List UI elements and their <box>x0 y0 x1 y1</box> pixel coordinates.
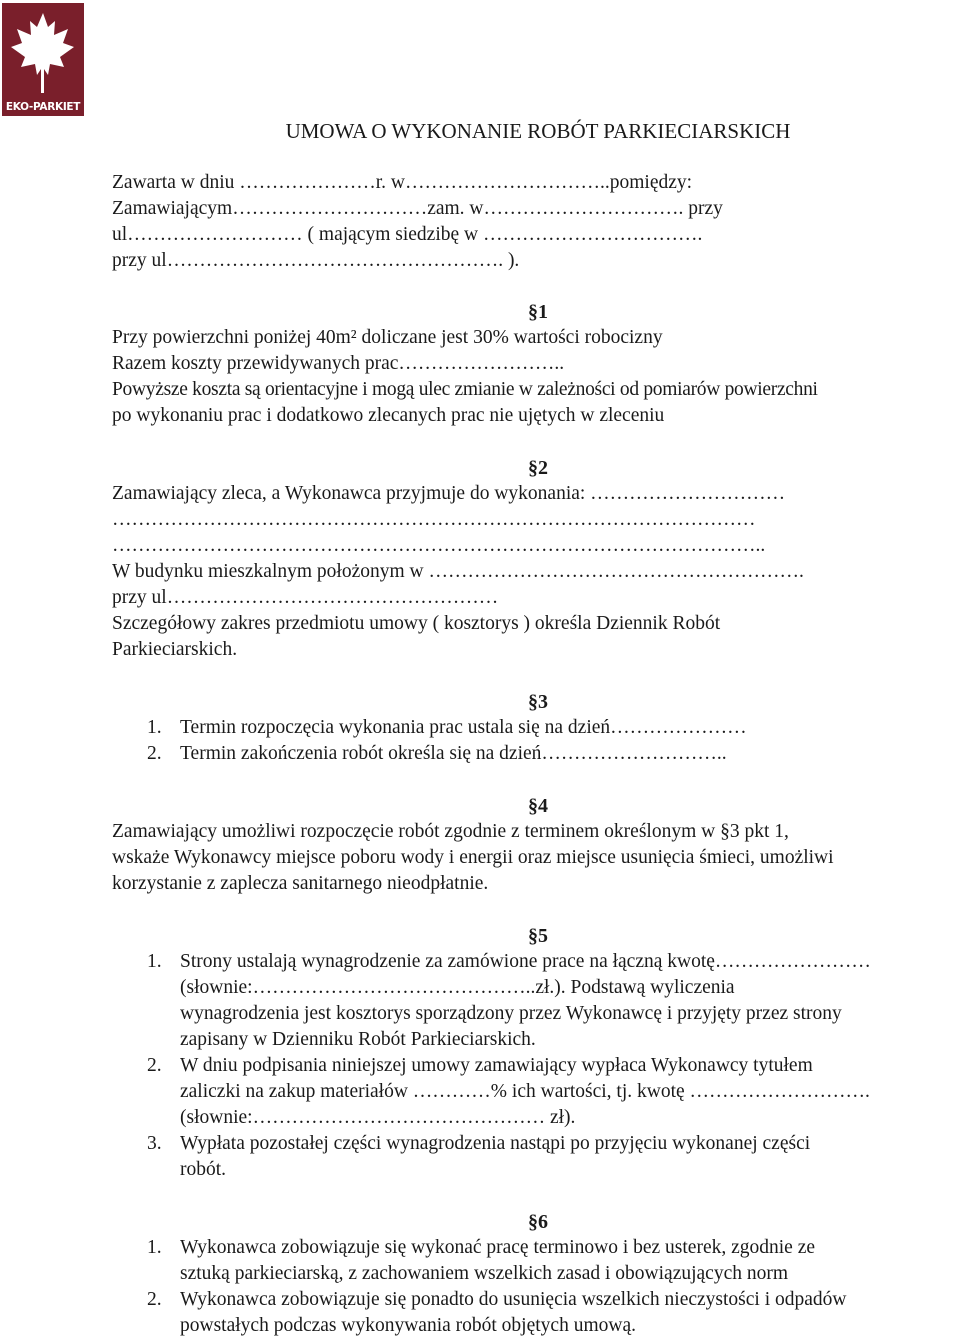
list-number: 2. <box>147 1055 162 1076</box>
list-number: 1. <box>147 717 162 738</box>
section-line: Parkieciarskich. <box>112 639 238 660</box>
list-item-line: wynagrodzenia jest kosztorys sporządzony przez Wykonawcę i przyjęty przez strony <box>180 1003 842 1024</box>
list-number: 2. <box>147 1289 162 1310</box>
list-item-line: zaliczki na zakup materiałów …………% ich wartości, tj. kwotę ………………………. <box>180 1081 870 1102</box>
list-item-line: Strony ustalają wynagrodzenie za zamówione prace na łączną kwotę…………………… <box>180 951 871 972</box>
section-line: Powyższe koszta są orientacyjne i mogą ulec zmianie w zależności od pomiarów powierzchni <box>112 379 818 400</box>
list-item-line: zapisany w Dzienniku Robót Parkieciarskich. <box>180 1029 536 1050</box>
list-item-line: Termin zakończenia robót określa się na dzień……………………….. <box>180 743 727 764</box>
section-heading: §6 <box>528 1211 548 1233</box>
list-item-line: (słownie:……………………………………… zł). <box>180 1107 576 1128</box>
list-item-line: Wykonawca zobowiązuje się ponadto do usunięcia wszelkich nieczystości i odpadów <box>180 1289 847 1310</box>
list-number: 2. <box>147 743 162 764</box>
intro-line: przy ul……………………………………………. ). <box>112 250 520 271</box>
section-line: Zamawiający zleca, a Wykonawca przyjmuje do wykonania: ………………………… <box>112 483 786 504</box>
intro-line: Zamawiającym…………………………zam. w…………………………. przy <box>112 198 723 219</box>
list-item-line: (słownie:……………………………………..zł.). Podstawą wyliczenia <box>180 977 735 998</box>
section-heading: §5 <box>528 925 548 947</box>
company-logo <box>2 3 84 116</box>
section-line: przy ul…………………………………………… <box>112 587 499 608</box>
section-heading: §1 <box>528 301 548 323</box>
list-number: 1. <box>147 951 162 972</box>
section-line: ……………………………………………………………………………………… <box>112 509 756 530</box>
section-line: Zamawiający umożliwi rozpoczęcie robót zgodnie z terminem określonym w §3 pkt 1, <box>112 821 789 842</box>
section-line: Przy powierzchni poniżej 40m² doliczane jest 30% wartości robocizny <box>112 327 663 348</box>
list-item-line: Wypłata pozostałej części wynagrodzenia nastąpi po przyjęciu wykonanej części <box>180 1133 811 1154</box>
section-line: po wykonaniu prac i dodatkowo zlecanych prac nie ujętych w zleceniu <box>112 405 665 426</box>
list-item-line: powstałych podczas wykonywania robót objętych umową. <box>180 1315 636 1336</box>
section-line: wskaże Wykonawcy miejsce poboru wody i energii oraz miejsce usunięcia śmieci, umożliwi <box>112 847 834 868</box>
section-line: Razem koszty przewidywanych prac…………………….. <box>112 353 565 374</box>
section-heading: §4 <box>528 795 548 817</box>
list-item-line: Wykonawca zobowiązuje się wykonać pracę terminowo i bez usterek, zgodnie ze <box>180 1237 816 1258</box>
section-line: korzystanie z zaplecza sanitarnego nieodpłatnie. <box>112 873 489 894</box>
section-heading: §2 <box>528 457 548 479</box>
list-item-line: W dniu podpisania niniejszej umowy zamawiający wypłaca Wykonawcy tytułem <box>180 1055 813 1076</box>
list-number: 3. <box>147 1133 162 1154</box>
list-number: 1. <box>147 1237 162 1258</box>
intro-line: Zawarta w dniu …………………r. w…………………………..pomiędzy: <box>112 172 693 193</box>
section-line: Szczegółowy zakres przedmiotu umowy ( kosztorys ) określa Dziennik Robót <box>112 613 721 634</box>
section-line: W budynku mieszkalnym położonym w …………………………………………………. <box>112 561 804 582</box>
list-item-line: sztuką parkieciarską, z zachowaniem wszelkich zasad i obowiązujących norm <box>180 1263 789 1284</box>
maple-leaf-icon <box>8 9 78 97</box>
section-heading: §3 <box>528 691 548 713</box>
section-line: ……………………………………………………………………………………….. <box>112 535 766 556</box>
list-item-line: robót. <box>180 1159 227 1180</box>
logo-text: EKO-PARKIET <box>5 101 81 113</box>
list-item-line: Termin rozpoczęcia wykonania prac ustala się na dzień………………… <box>180 717 747 738</box>
document-title: UMOWA O WYKONANIE ROBÓT PARKIECIARSKICH <box>285 119 791 143</box>
intro-line: ul……………………… ( mającym siedzibę w ……………………………. <box>112 224 703 245</box>
